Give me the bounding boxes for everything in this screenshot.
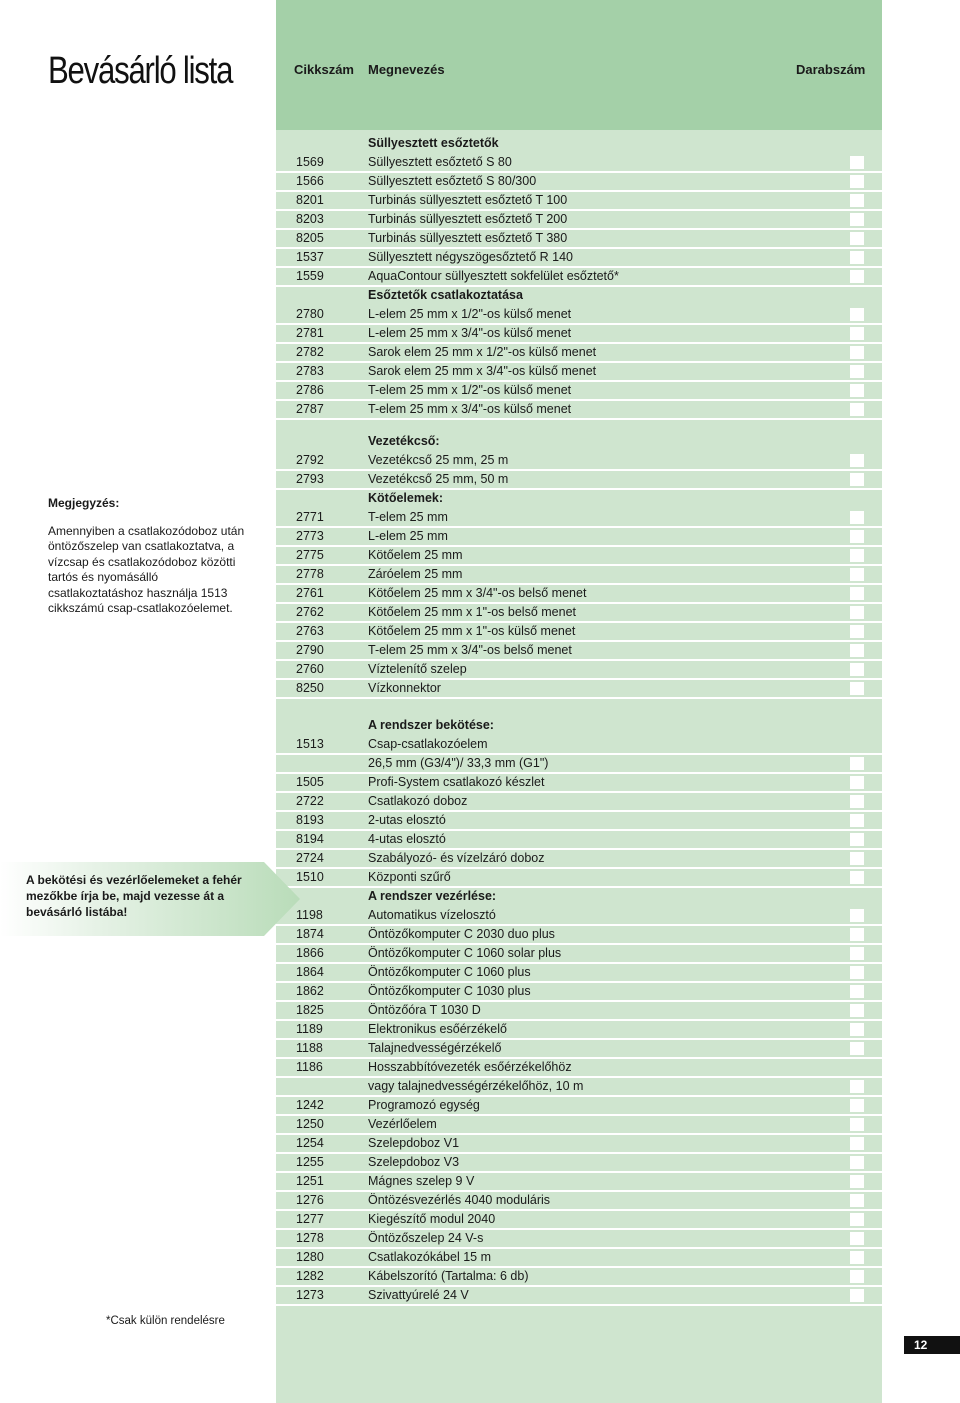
section-heading: [276, 287, 882, 306]
list-item: [276, 382, 882, 401]
item-number: 2763: [296, 624, 324, 638]
column-header-number: Cikkszám: [294, 62, 354, 77]
quantity-field[interactable]: [850, 1042, 864, 1055]
quantity-field[interactable]: [850, 1251, 864, 1264]
item-number: 2792: [296, 453, 324, 467]
item-name: Csap-csatlakozóelem: [368, 737, 488, 751]
item-number: 1273: [296, 1288, 324, 1302]
quantity-field[interactable]: [850, 232, 864, 245]
item-name: Kötőelem 25 mm: [368, 548, 463, 562]
quantity-field[interactable]: [850, 549, 864, 562]
quantity-field[interactable]: [850, 852, 864, 865]
item-name: Öntözésvezérlés 4040 moduláris: [368, 1193, 551, 1207]
list-item: [276, 1230, 882, 1249]
item-name: 26,5 mm (G3/4")/ 33,3 mm (G1"): [368, 756, 549, 770]
quantity-field[interactable]: [850, 270, 864, 283]
page-number: 12: [904, 1336, 960, 1354]
item-number: 1242: [296, 1098, 324, 1112]
item-number: 1250: [296, 1117, 324, 1131]
quantity-field[interactable]: [850, 966, 864, 979]
item-number: 8205: [296, 231, 324, 245]
item-number: 8201: [296, 193, 324, 207]
quantity-field[interactable]: [850, 213, 864, 226]
list-item: [276, 509, 882, 528]
item-name: Süllyesztett négyszögesőztető R 140: [368, 250, 573, 264]
item-number: 1255: [296, 1155, 324, 1169]
list-item: [276, 1116, 882, 1135]
list-item: [276, 585, 882, 604]
list-item: [276, 363, 882, 382]
item-name: Turbinás süllyesztett esőztető T 380: [368, 231, 568, 245]
quantity-field[interactable]: [850, 1118, 864, 1131]
list-item: [276, 1021, 882, 1040]
section-heading-label: Süllyesztett esőztetők: [368, 136, 499, 150]
quantity-field[interactable]: [850, 403, 864, 416]
list-item: [276, 344, 882, 363]
item-name: Szelepdoboz V1: [368, 1136, 460, 1150]
item-name: Turbinás süllyesztett esőztető T 100: [368, 193, 568, 207]
item-name: Öntözőkomputer C 1060 plus: [368, 965, 531, 979]
item-number: 2762: [296, 605, 324, 619]
list-item: [276, 1249, 882, 1268]
list-item: [276, 471, 882, 490]
quantity-field[interactable]: [850, 1270, 864, 1283]
list-item: [276, 680, 882, 699]
column-header-name: Megnevezés: [368, 62, 445, 77]
item-name: Süllyesztett esőztető S 80: [368, 155, 512, 169]
list-item: [276, 755, 882, 774]
item-name: Szivattyúrelé 24 V: [368, 1288, 469, 1302]
list-item: [276, 869, 882, 888]
item-name: Kötőelem 25 mm x 1"-os külső menet: [368, 624, 576, 638]
list-item: [276, 793, 882, 812]
item-number: 1254: [296, 1136, 324, 1150]
item-number: 2787: [296, 402, 324, 416]
item-number: 1862: [296, 984, 324, 998]
list-item: [276, 945, 882, 964]
quantity-field[interactable]: [850, 1004, 864, 1017]
quantity-field[interactable]: [850, 327, 864, 340]
section-heading-label: Esőztetők csatlakoztatása: [368, 288, 523, 302]
section-heading-label: Kötőelemek:: [368, 491, 444, 505]
item-name: Vezérlőelem: [368, 1117, 437, 1131]
quantity-field[interactable]: [850, 194, 864, 207]
quantity-field[interactable]: [850, 985, 864, 998]
item-name: 2-utas elosztó: [368, 813, 446, 827]
quantity-field[interactable]: [850, 1289, 864, 1302]
list-item: [276, 812, 882, 831]
section-sprinklers: [276, 135, 882, 420]
item-name: Öntözőkomputer C 1060 solar plus: [368, 946, 562, 960]
quantity-field[interactable]: [850, 1137, 864, 1150]
list-item: [276, 325, 882, 344]
page-title: Bevásárló lista: [48, 50, 233, 92]
item-number: 1559: [296, 269, 324, 283]
list-item: [276, 1154, 882, 1173]
list-item: [276, 1268, 882, 1287]
list-item: [276, 306, 882, 325]
item-number: 1251: [296, 1174, 324, 1188]
quantity-field[interactable]: [850, 175, 864, 188]
item-number: 2790: [296, 643, 324, 657]
quantity-field[interactable]: [850, 568, 864, 581]
item-name: L-elem 25 mm: [368, 529, 448, 543]
section-pipes-fittings: [276, 433, 882, 699]
list-item: [276, 547, 882, 566]
instruction-callout: [0, 862, 300, 936]
item-name: Öntözőóra T 1030 D: [368, 1003, 481, 1017]
section-system: [276, 717, 882, 1306]
item-name: 4-utas elosztó: [368, 832, 446, 846]
item-name: Talajnedvességérzékelő: [368, 1041, 502, 1055]
item-name: vagy talajnedvességérzékelőhöz, 10 m: [368, 1079, 584, 1093]
list-item: [276, 1040, 882, 1059]
item-name: Szabályozó- és vízelzáró doboz: [368, 851, 545, 865]
list-item: [276, 452, 882, 471]
item-name: Turbinás süllyesztett esőztető T 200: [368, 212, 568, 226]
list-item: [276, 528, 882, 547]
item-name: Szelepdoboz V3: [368, 1155, 460, 1169]
item-name: L-elem 25 mm x 3/4"-os külső menet: [368, 326, 572, 340]
item-name: Vezetékcső 25 mm, 25 m: [368, 453, 509, 467]
quantity-field[interactable]: [850, 1023, 864, 1036]
item-number: 2771: [296, 510, 324, 524]
note-text: Amennyiben a csatlakozódoboz után öntözőszelep van csatlakoztatva, a vízcsap és csatlakozódoboz közötti tartós és nyomásálló csatlakoztatáshoz használja 1513 cikkszámú csap-csatlakozóelemet.: [48, 523, 245, 615]
quantity-field[interactable]: [850, 644, 864, 657]
list-item: [276, 1192, 882, 1211]
item-number: 1280: [296, 1250, 324, 1264]
item-number: 1186: [296, 1060, 323, 1074]
item-number: 1276: [296, 1193, 324, 1207]
list-item: [276, 173, 882, 192]
item-number: 1864: [296, 965, 324, 979]
list-item: [276, 926, 882, 945]
quantity-field[interactable]: [850, 606, 864, 619]
item-name: Süllyesztett esőztető S 80/300: [368, 174, 537, 188]
item-name: AquaContour süllyesztett sokfelület esőztető*: [368, 269, 619, 283]
quantity-field[interactable]: [850, 1175, 864, 1188]
item-number: 1510: [296, 870, 324, 884]
note-title: Megjegyzés:: [48, 496, 120, 510]
list-item: [276, 566, 882, 585]
quantity-field[interactable]: [850, 587, 864, 600]
quantity-field[interactable]: [850, 757, 864, 770]
list-item: [276, 211, 882, 230]
item-number: 2775: [296, 548, 324, 562]
item-name: Profi-System csatlakozó készlet: [368, 775, 545, 789]
item-name: Mágnes szelep 9 V: [368, 1174, 475, 1188]
callout-text: A bekötési és vezérlőelemeket a fehér mezőkbe írja be, majd vezesse át a bevásárló listába!: [26, 873, 242, 919]
item-name: Csatlakozó doboz: [368, 794, 468, 808]
item-number: 2780: [296, 307, 324, 321]
quantity-field[interactable]: [850, 346, 864, 359]
list-item: [276, 623, 882, 642]
item-number: 1277: [296, 1212, 324, 1226]
item-number: 8250: [296, 681, 324, 695]
column-header-quantity: Darabszám: [796, 62, 866, 77]
list-item: [276, 850, 882, 869]
item-number: 1866: [296, 946, 324, 960]
quantity-field[interactable]: [850, 776, 864, 789]
item-name: Öntözőkomputer C 1030 plus: [368, 984, 531, 998]
item-number: 1566: [296, 174, 324, 188]
item-number: 1569: [296, 155, 324, 169]
item-number: 1188: [296, 1041, 323, 1055]
section-heading: [276, 888, 882, 907]
section-heading-label: A rendszer vezérlése:: [368, 889, 497, 903]
quantity-field[interactable]: [850, 251, 864, 264]
item-number: 1282: [296, 1269, 324, 1283]
quantity-field[interactable]: [850, 308, 864, 321]
item-name: Víztelenítő szelep: [368, 662, 467, 676]
item-name: Csatlakozókábel 15 m: [368, 1250, 491, 1264]
quantity-field[interactable]: [850, 663, 864, 676]
item-number: 2773: [296, 529, 324, 543]
section-heading-label: Vezetékcső:: [368, 434, 440, 448]
list-item: [276, 1135, 882, 1154]
item-number: 1505: [296, 775, 324, 789]
list-item: [276, 907, 882, 926]
quantity-field[interactable]: [850, 511, 864, 524]
item-name: Kiegészítő modul 2040: [368, 1212, 496, 1226]
item-name: Elektronikus esőérzékelő: [368, 1022, 507, 1036]
item-name: Automatikus vízelosztó: [368, 908, 496, 922]
section-heading-label: A rendszer bekötése:: [368, 718, 494, 732]
item-number: 2760: [296, 662, 324, 676]
list-item: [276, 154, 882, 173]
quantity-field[interactable]: [850, 156, 864, 169]
quantity-field[interactable]: [850, 1080, 864, 1093]
list-item: [276, 736, 882, 755]
quantity-field[interactable]: [850, 814, 864, 827]
list-item: [276, 401, 882, 420]
item-name: Kötőelem 25 mm x 1"-os belső menet: [368, 605, 577, 619]
item-number: 8194: [296, 832, 324, 846]
quantity-field[interactable]: [850, 1213, 864, 1226]
list-item: [276, 964, 882, 983]
section-heading: [276, 433, 882, 452]
quantity-field[interactable]: [850, 625, 864, 638]
item-name: T-elem 25 mm x 3/4"-os külső menet: [368, 402, 572, 416]
item-number: 2722: [296, 794, 324, 808]
list-item: [276, 983, 882, 1002]
quantity-field[interactable]: [850, 365, 864, 378]
item-number: 8203: [296, 212, 324, 226]
list-item: [276, 192, 882, 211]
item-number: 2783: [296, 364, 324, 378]
quantity-field[interactable]: [850, 1156, 864, 1169]
item-name: Programozó egység: [368, 1098, 480, 1112]
item-number: 2778: [296, 567, 324, 581]
item-name: Kötőelem 25 mm x 3/4"-os belső menet: [368, 586, 587, 600]
quantity-field[interactable]: [850, 473, 864, 486]
list-item: [276, 1173, 882, 1192]
item-number: 1874: [296, 927, 324, 941]
item-number: 2786: [296, 383, 324, 397]
note: [48, 496, 248, 617]
footnote: *Csak külön rendelésre: [106, 1315, 225, 1327]
list-item: [276, 1287, 882, 1306]
item-number: 8193: [296, 813, 324, 827]
list-item: [276, 1078, 882, 1097]
quantity-field[interactable]: [850, 833, 864, 846]
list-item: [276, 1211, 882, 1230]
list-item: [276, 230, 882, 249]
quantity-field[interactable]: [850, 384, 864, 397]
item-name: Központi szűrő: [368, 870, 451, 884]
list-item: [276, 642, 882, 661]
item-name: Záróelem 25 mm: [368, 567, 463, 581]
item-number: 2781: [296, 326, 324, 340]
quantity-field[interactable]: [850, 871, 864, 884]
item-number: 2782: [296, 345, 324, 359]
item-number: 2724: [296, 851, 324, 865]
list-item: [276, 774, 882, 793]
quantity-field[interactable]: [850, 1194, 864, 1207]
item-name: L-elem 25 mm x 1/2"-os külső menet: [368, 307, 572, 321]
list-item: [276, 268, 882, 287]
quantity-field[interactable]: [850, 682, 864, 695]
item-number: 2761: [296, 586, 324, 600]
list-item: [276, 604, 882, 623]
section-heading: [276, 490, 882, 509]
list-item: [276, 1059, 882, 1078]
quantity-field[interactable]: [850, 795, 864, 808]
quantity-field[interactable]: [850, 909, 864, 922]
item-name: Sarok elem 25 mm x 1/2"-os külső menet: [368, 345, 597, 359]
section-heading: [276, 717, 882, 736]
item-name: Kábelszorító (Tartalma: 6 db): [368, 1269, 529, 1283]
item-name: Öntözőkomputer C 2030 duo plus: [368, 927, 555, 941]
item-number: 1825: [296, 1003, 324, 1017]
item-name: Vezetékcső 25 mm, 50 m: [368, 472, 509, 486]
item-number: 1513: [296, 737, 324, 751]
section-heading: [276, 135, 882, 154]
item-name: T-elem 25 mm x 1/2"-os külső menet: [368, 383, 572, 397]
list-header: [276, 0, 882, 130]
list-item: [276, 1097, 882, 1116]
item-name: Vízkonnektor: [368, 681, 441, 695]
item-number: 1189: [296, 1022, 323, 1036]
list-item: [276, 661, 882, 680]
item-number: 1537: [296, 250, 324, 264]
list-item: [276, 249, 882, 268]
quantity-field[interactable]: [850, 928, 864, 941]
item-name: Öntözőszelep 24 V-s: [368, 1231, 484, 1245]
quantity-field[interactable]: [850, 530, 864, 543]
item-name: T-elem 25 mm: [368, 510, 448, 524]
quantity-field[interactable]: [850, 1232, 864, 1245]
list-item: [276, 1002, 882, 1021]
item-name: T-elem 25 mm x 3/4"-os belső menet: [368, 643, 572, 657]
quantity-field[interactable]: [850, 947, 864, 960]
quantity-field[interactable]: [850, 454, 864, 467]
list-item: [276, 831, 882, 850]
quantity-field[interactable]: [850, 1099, 864, 1112]
item-number: 1198: [296, 908, 323, 922]
item-name: Hosszabbítóvezeték esőérzékelőhöz: [368, 1060, 572, 1074]
item-name: Sarok elem 25 mm x 3/4"-os külső menet: [368, 364, 597, 378]
item-number: 1278: [296, 1231, 324, 1245]
item-number: 2793: [296, 472, 324, 486]
